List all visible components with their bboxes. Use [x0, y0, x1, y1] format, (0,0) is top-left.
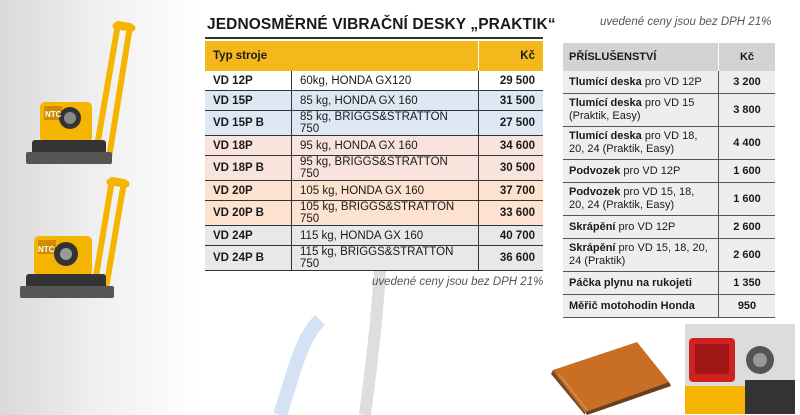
accessory-name: Páčka plynu na rukojeti [563, 272, 719, 295]
accessory-price: 2 600 [719, 239, 776, 272]
accessory-price: 3 800 [719, 94, 776, 127]
accessories-table-header [563, 43, 775, 71]
row-price: 31 500 [479, 91, 544, 111]
row-spec: 95 kg, HONDA GX 160 [292, 136, 479, 156]
column-header-accessory: PŘÍSLUŠENSTVÍ [563, 43, 719, 71]
row-model: VD 24P [205, 226, 292, 246]
row-model: VD 15P [205, 91, 292, 111]
row-spec: 60kg, HONDA GX120 [292, 71, 479, 91]
row-spec: 95 kg, BRIGGS&STRATTON 750 [292, 156, 479, 181]
row-price: 37 700 [479, 181, 544, 201]
page-title: JEDNOSMĚRNÉ VIBRAČNÍ DESKY „PRAKTIK“ [207, 16, 556, 33]
table-row [205, 246, 543, 271]
row-price: 34 600 [479, 136, 544, 156]
accessory-price: 1 350 [719, 272, 776, 295]
table-row [563, 272, 775, 295]
accessory-name: Tlumící deska pro VD 18, 20, 24 (Praktik, Easy) [563, 127, 719, 160]
column-header-accessory-price: Kč [719, 43, 776, 71]
table-row [205, 71, 543, 91]
vat-note-bottom: uvedené ceny jsou bez DPH 21% [372, 276, 544, 288]
ntc-logo-bottom: NTC [38, 245, 55, 254]
table-row [563, 94, 775, 127]
vat-note-top: uvedené ceny jsou bez DPH 21% [600, 16, 772, 28]
table-row [205, 136, 543, 156]
accessories-table [563, 43, 775, 318]
accessory-name: Podvozek pro VD 12P [563, 160, 719, 183]
row-spec: 105 kg, HONDA GX 160 [292, 181, 479, 201]
row-price: 33 600 [479, 201, 544, 226]
row-price: 30 500 [479, 156, 544, 181]
row-model: VD 24P B [205, 246, 292, 271]
engine-detail-icon [685, 324, 795, 414]
table-row [563, 127, 775, 160]
vibration-plate-machine-icon [18, 14, 138, 184]
table-row [563, 216, 775, 239]
accessory-name: Měřič motohodin Honda [563, 295, 719, 318]
accessory-name: Tlumící deska pro VD 15 (Praktik, Easy) [563, 94, 719, 127]
price-table [205, 41, 543, 271]
accessory-name: Podvozek pro VD 15, 18, 20, 24 (Praktik, Easy) [563, 183, 719, 216]
damping-pad-icon [551, 342, 671, 415]
accessory-name: Skrápění pro VD 15, 18, 20, 24 (Praktik) [563, 239, 719, 272]
row-model: VD 18P B [205, 156, 292, 181]
accessory-name: Tlumící deska pro VD 12P [563, 71, 719, 94]
row-model: VD 20P [205, 181, 292, 201]
vibration-plate-machine-icon-2 [14, 170, 144, 310]
row-spec: 85 kg, BRIGGS&STRATTON 750 [292, 111, 479, 136]
row-price: 40 700 [479, 226, 544, 246]
table-row [563, 160, 775, 183]
ntc-logo-top: NTC [45, 110, 62, 119]
row-spec: 85 kg, HONDA GX 160 [292, 91, 479, 111]
table-row [563, 295, 775, 318]
accessory-name: Skrápění pro VD 12P [563, 216, 719, 239]
table-row [205, 91, 543, 111]
table-row [205, 181, 543, 201]
row-model: VD 18P [205, 136, 292, 156]
accessory-pictures [545, 320, 795, 415]
row-spec: 115 kg, HONDA GX 160 [292, 226, 479, 246]
column-header-price: Kč [479, 41, 544, 71]
accessory-price: 1 600 [719, 183, 776, 216]
row-model: VD 15P B [205, 111, 292, 136]
accessory-price: 3 200 [719, 71, 776, 94]
row-spec: 115 kg, BRIGGS&STRATTON 750 [292, 246, 479, 271]
table-row [563, 183, 775, 216]
row-price: 36 600 [479, 246, 544, 271]
column-header-model: Typ stroje [205, 41, 479, 71]
row-model: VD 12P [205, 71, 292, 91]
table-row [563, 71, 775, 94]
table-row [205, 156, 543, 181]
accessory-price: 4 400 [719, 127, 776, 160]
table-row [205, 111, 543, 136]
accessory-price: 2 600 [719, 216, 776, 239]
table-row [563, 239, 775, 272]
table-row [205, 201, 543, 226]
table-row [205, 226, 543, 246]
accessory-price: 1 600 [719, 160, 776, 183]
row-model: VD 20P B [205, 201, 292, 226]
title-underline [205, 37, 543, 39]
row-price: 29 500 [479, 71, 544, 91]
row-spec: 105 kg, BRIGGS&STRATTON 750 [292, 201, 479, 226]
price-table-header [205, 41, 543, 71]
accessory-price: 950 [719, 295, 776, 318]
row-price: 27 500 [479, 111, 544, 136]
